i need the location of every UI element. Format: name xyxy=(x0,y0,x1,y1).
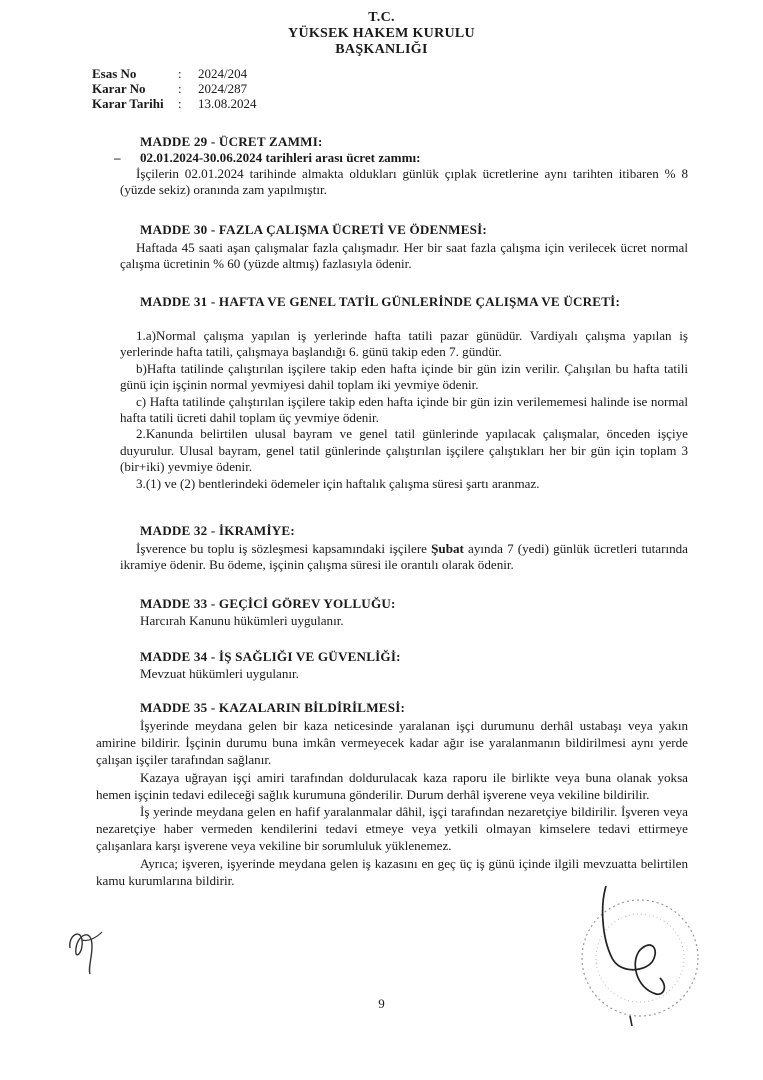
meta-label: Karar Tarihi xyxy=(92,96,164,111)
meta-label: Esas No xyxy=(92,66,137,81)
meta-row-karar xyxy=(92,81,257,96)
article-31-para-1b: b)Hafta tatilinde çalıştırılan işçilere takip eden hafta içinde bir gün izin verilir. Çalışılan bu hafta tatili günü için işçinin normal yevmiyesi dahil toplam iki yevmiye ödenir. xyxy=(120,360,688,393)
article-29-title-block xyxy=(114,134,688,167)
article-35-para-1: İşyerinde meydana gelen bir kaza neticesinde yaralanan işçi durumunu derhâl ustabaşı veya yakın amirine bildirir. İşçinin durumu buna imkân vermeyecek kadar ağır ise yaralanmanın bildirilmesi aynı yerde çalışan işçiler tarafından sağlanır. xyxy=(96,718,688,768)
article-30-body: Haftada 45 saati aşan çalışmalar fazla çalışmadır. Her bir saat fazla çalışma için verilecek ücret normal çalışma ücretinin % 60 (yüzde altmış) fazlasıyla ödenir. xyxy=(120,240,688,272)
meta-colon: : xyxy=(178,81,182,96)
header-presidency: BAŞKANLIĞI xyxy=(335,42,428,57)
article-31-para-1c: c) Hafta tatilinde çalıştırılan işçilere takip eden hafta içinde bir gün izin verilememesi halinde ise normal hafta tatili ücreti dahil toplam üç yevmiye ödenir. xyxy=(120,393,688,426)
meta-row-esas xyxy=(92,66,257,81)
article-29-subtitle: 02.01.2024-30.06.2024 tarihleri arası ücret zammı: xyxy=(140,150,421,166)
article-35-title: MADDE 35 - KAZALARIN BİLDİRİLMESİ: xyxy=(140,700,406,715)
article-32-text-b: ayında 7 (yedi) günlük ücretleri tutarında ikramiye ödenir. Bu ödeme, işçinin çalışma süresi ile orantılı olarak ödenir. xyxy=(120,541,688,573)
article-35-para-2: Kazaya uğrayan işçi amiri tarafından doldurulacak kaza raporu ile birlikte veya buna olanak yoksa hemen işçinin tedavi edileceği sağlık kurumuna gönderilir. Durum derhâl işverene veya vekiline bildirilir. xyxy=(96,769,688,802)
article-32-text-a: İşverence bu toplu iş sözleşmesi kapsamındaki işçilere xyxy=(136,541,432,556)
article-31-title: MADDE 31 - HAFTA VE GENEL TATİL GÜNLERİNDE ÇALIŞMA VE ÜCRETİ: xyxy=(140,294,621,309)
article-35-para-3: İş yerinde meydana gelen en hafif yaralanmalar dâhil, işçi tarafından nezaretçiye bildirilir. İşveren veya nezaretçiye haber vermeden kendilerini tedavi etmeye veya yetkili olmayan kimselere tedavi ettirmeye çalışanlara karşı işverene veya vekiline bir sorumluluk yüklenemez. xyxy=(96,804,688,854)
meta-label: Karar No xyxy=(92,81,146,96)
article-31-para-2: 2.Kanunda belirtilen ulusal bayram ve genel tatil günlerinde yapılacak çalışmalar, önceden işçiye duyurulur. Ulusal bayram, genel tatil günlerinde çalıştırılan işçilere çalıştıkları her bir gün için toplam 3 (bir+iki) yevmiye ödenir. xyxy=(120,426,688,475)
article-29-body: İşçilerin 02.01.2024 tarihinde almakta oldukları günlük çıplak ücretlerine aynı tarihten itibaren % 8 (yüzde sekiz) oranında zam yapılmıştır. xyxy=(120,166,688,198)
article-30-title: MADDE 30 - FAZLA ÇALIŞMA ÜCRETİ VE ÖDENMESİ: xyxy=(140,222,487,237)
page-number: 9 xyxy=(378,996,385,1011)
handwritten-initials xyxy=(62,918,112,978)
article-31-para-3: 3.(1) ve (2) bentlerindeki ödemeler için haftalık çalışma süresi şartı aranmaz. xyxy=(136,475,540,491)
case-meta xyxy=(92,66,257,111)
header-tc: T.C. xyxy=(368,10,395,25)
meta-colon: : xyxy=(178,66,182,81)
meta-row-tarih xyxy=(92,96,257,111)
meta-value: 13.08.2024 xyxy=(198,96,257,111)
article-33-body: Harcırah Kanunu hükümleri uygulanır. xyxy=(140,613,344,628)
article-32-body xyxy=(120,541,688,574)
article-34-body: Mevzuat hükümleri uygulanır. xyxy=(140,666,299,681)
header-institution: YÜKSEK HAKEM KURULU xyxy=(288,26,475,41)
article-31-body xyxy=(120,328,688,492)
article-32-month: Şubat xyxy=(431,541,464,556)
article-29-title: MADDE 29 - ÜCRET ZAMMI: xyxy=(140,134,323,149)
article-34-title: MADDE 34 - İŞ SAĞLIĞI VE GÜVENLİĞİ: xyxy=(140,649,401,664)
article-35-para-4: Ayrıca; işveren, işyerinde meydana gelen iş kazasını en geç üç iş günü içinde ilgili mevzuatta belirtilen kamu kurumlarına bildirir. xyxy=(96,855,688,888)
article-31-para-1a: 1.a)Normal çalışma yapılan iş yerlerinde hafta tatili pazar günüdür. Vardiyalı çalışma yapılan iş yerlerinde hafta tatili, çalışmaya başlandığı 6. günü takip eden 7. gündür. xyxy=(120,328,688,360)
meta-value: 2024/204 xyxy=(198,66,248,81)
dash-bullet: – xyxy=(114,150,121,166)
article-32-title: MADDE 32 - İKRAMİYE: xyxy=(140,523,295,538)
article-33-title: MADDE 33 - GEÇİCİ GÖREV YOLLUĞU: xyxy=(140,596,396,611)
article-29-subtitle-line xyxy=(114,150,688,166)
meta-value: 2024/287 xyxy=(198,81,248,96)
article-35-body xyxy=(96,717,688,889)
meta-colon: : xyxy=(178,96,182,111)
